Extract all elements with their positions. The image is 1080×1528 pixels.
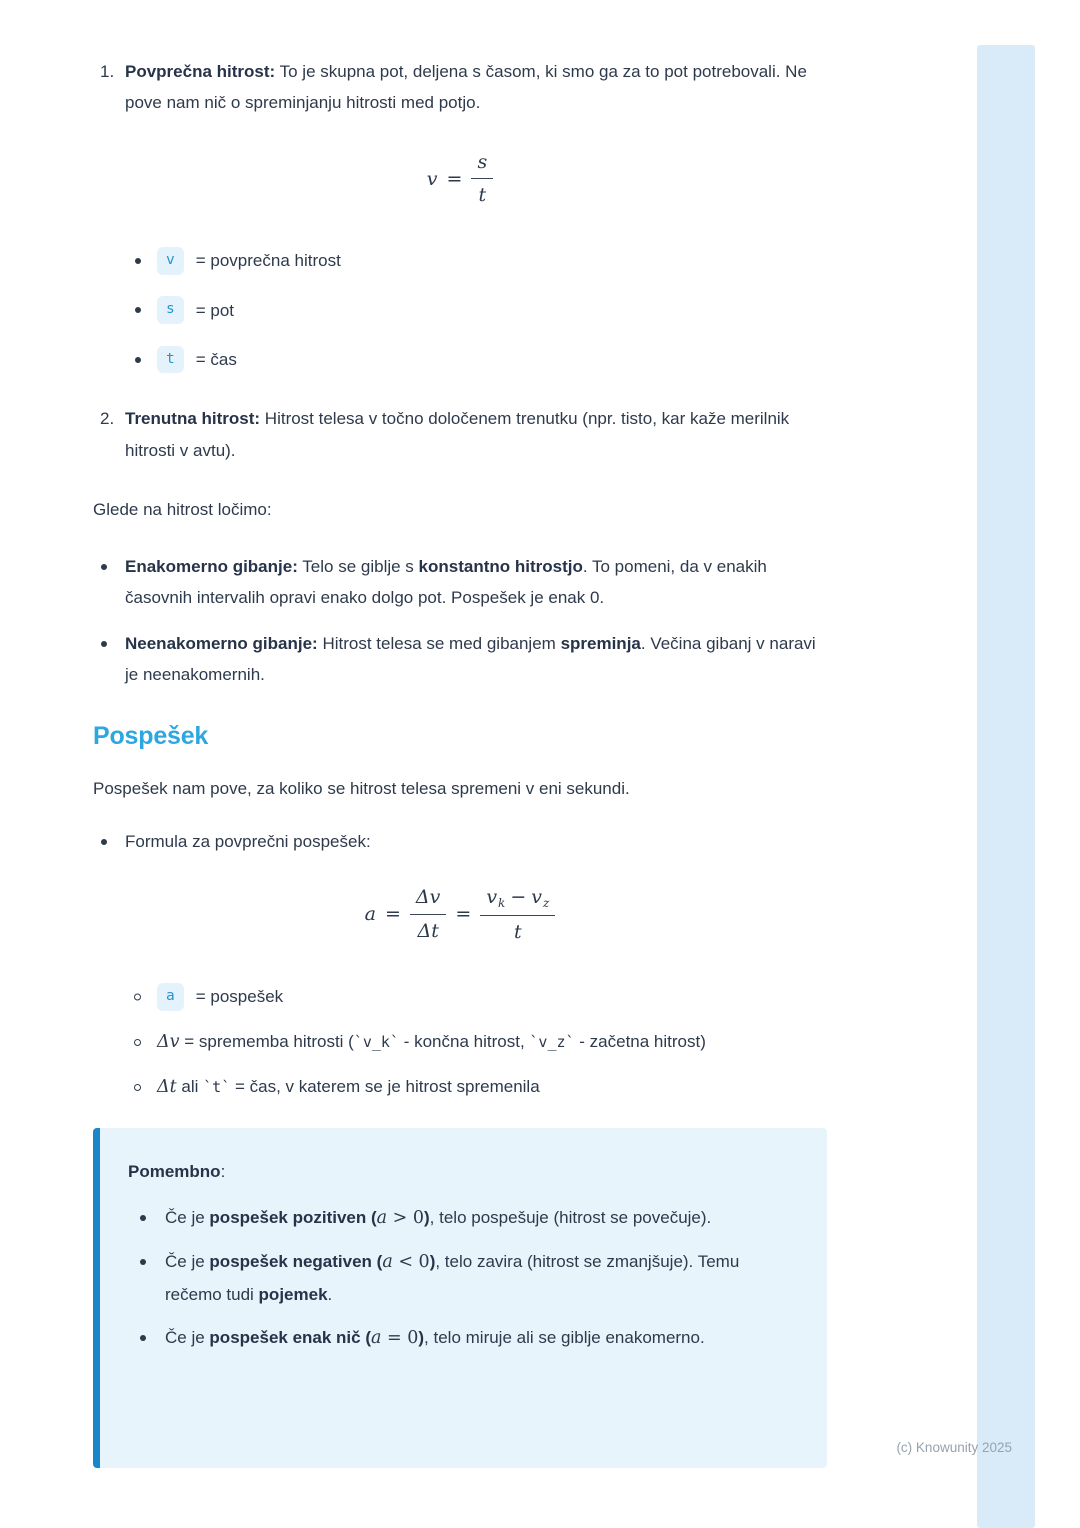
item-body: [125, 628, 827, 691]
item-body: [165, 1322, 797, 1354]
list-item-formula-label: [93, 826, 827, 857]
item-body: [165, 1246, 797, 1310]
emphasis-paren: ): [418, 1328, 425, 1348]
definition-fragment: = sprememba hitrosti (: [179, 1031, 354, 1051]
page-margin-strip: [977, 45, 1035, 1528]
item-text: . To pomeni, da v enakih časovnih intervalih opravi enako dolgo pot. Pospešek je enak 0.: [125, 556, 767, 608]
item-number: 1.: [100, 62, 115, 81]
code-badge-t: t: [157, 346, 184, 374]
bullet-marker: [128, 1322, 165, 1354]
formula-average-acceleration: [93, 884, 827, 945]
math-condition: > 0: [387, 1207, 424, 1228]
item-text: , telo zavira (hitrost se zmanjšuje). Temu rečemo tudi: [165, 1252, 740, 1304]
fraction-dv-over-dt: [410, 884, 446, 944]
math-var-a: a: [382, 1252, 393, 1273]
term-instant-speed: Trenutna hitrost:: [125, 409, 261, 429]
fraction-denominator: t: [513, 920, 522, 943]
item-body: [165, 1202, 797, 1234]
important-callout: [93, 1128, 827, 1468]
math-condition: < 0: [392, 1252, 430, 1273]
bullet-marker: [128, 1202, 165, 1234]
var-vk: v: [486, 885, 498, 908]
emphasis-positive: pospešek pozitiven (: [209, 1207, 377, 1227]
emphasis-negative: pospešek negativen (: [209, 1252, 383, 1272]
fraction-numerator: s: [471, 149, 493, 180]
list-item-uniform-motion: [93, 551, 827, 614]
item-body: [125, 56, 827, 119]
callout-title-text: Pomembno: [128, 1162, 221, 1182]
equals-sign: =: [385, 903, 401, 926]
bullet-marker: [93, 826, 125, 857]
emphasis-pojemek: pojemek: [258, 1284, 328, 1304]
definition-text: = pospešek: [195, 987, 284, 1007]
item-text: Hitrost telesa se med gibanjem: [317, 633, 561, 653]
item-body: [125, 403, 827, 466]
bullet-marker: [93, 628, 125, 691]
definition-fragment: - končna hitrost,: [399, 1031, 530, 1051]
formula-lhs: a: [364, 903, 376, 926]
copyright-notice: (c) Knowunity 2025: [896, 1440, 1012, 1455]
item-text: Če je: [165, 1207, 210, 1227]
definition-text: [157, 1071, 827, 1103]
fraction-s-over-t: [471, 149, 493, 209]
item-text: Hitrost telesa v točno določenem trenutku (npr. tisto, kar kaže merilnik hitrosti v avtu).: [125, 409, 790, 460]
subscript-z: z: [542, 895, 550, 910]
item-text: , telo miruje ali se giblje enakomerno.: [424, 1328, 705, 1348]
list-item-nonuniform-motion: [93, 628, 827, 691]
bullet-marker: [128, 1246, 165, 1310]
equals-sign: =: [455, 903, 472, 926]
emphasis-paren: ): [429, 1252, 436, 1272]
math-delta-t: Δt: [157, 1077, 177, 1098]
inline-code-vk: `v_k`: [353, 1032, 399, 1051]
list-item-delta-t: [93, 1071, 827, 1103]
subscript-k: k: [498, 895, 506, 910]
item-text: Telo se giblje s: [297, 556, 419, 576]
var-vz: v: [531, 885, 542, 908]
variable-description: = čas: [195, 349, 237, 369]
fraction-denominator: t: [478, 184, 487, 207]
code-badge-s: s: [157, 296, 184, 324]
emphasis-paren: ): [424, 1207, 430, 1227]
item-text: Če je: [165, 1252, 210, 1272]
definition-fragment: = čas, v katerem se je hitrost spremenila: [230, 1077, 540, 1097]
math-condition: = 0: [381, 1328, 419, 1349]
emphasis-constant-speed: konstantno hitrostjo: [418, 556, 583, 576]
list-item-t: [93, 344, 827, 375]
circle-bullet-marker: [93, 1071, 157, 1103]
list-item-v: [93, 245, 827, 276]
code-badge-v: v: [157, 247, 184, 275]
math-delta-v: Δv: [157, 1031, 180, 1052]
document-content: [93, 0, 827, 1468]
callout-title-colon: :: [220, 1162, 226, 1182]
inline-code-t: `t`: [203, 1078, 231, 1097]
fraction-numerator: Δv: [410, 884, 446, 915]
variable-list: [93, 245, 827, 375]
variable-description: = pot: [195, 300, 235, 320]
callout-title: [128, 1156, 797, 1187]
item-body: [125, 551, 827, 614]
definition-fragment: ali: [176, 1077, 204, 1097]
paragraph-acceleration-intro: Pospešek nam pove, za koliko se hitrost telesa spremeni v eni sekundi.: [93, 778, 630, 798]
math-var-a: a: [376, 1207, 388, 1228]
minus-sign: −: [510, 885, 527, 908]
section-heading-acceleration: Pospešek: [93, 722, 209, 751]
list-item-delta-v: [93, 1026, 827, 1058]
term-uniform-motion: Enakomerno gibanje:: [125, 556, 298, 576]
equals-sign: =: [446, 167, 463, 190]
callout-item-negative: [128, 1246, 797, 1310]
paragraph-motion-intro: Glede na hitrost ločimo:: [93, 500, 272, 520]
bullet-marker: [93, 551, 125, 614]
inline-code-vz: `v_z`: [529, 1032, 575, 1051]
fraction-denominator: Δt: [417, 920, 439, 942]
definition-text: [157, 1026, 827, 1058]
fraction-vk-minus-vz-over-t: [480, 884, 555, 945]
ordered-item-instant-speed: [93, 403, 827, 466]
ordered-item-average-speed: [93, 56, 827, 119]
item-text: To je skupna pot, deljena s časom, ki smo ga za to pot potrebovali. Ne pove nam nič o spreminjanju hitrosti med potjo.: [125, 62, 807, 113]
term-average-speed: Povprečna hitrost:: [125, 62, 276, 81]
item-number: 2.: [100, 409, 115, 429]
item-text: .: [327, 1284, 333, 1304]
item-text: . Večina gibanj v naravi je neenakomernih.: [125, 633, 816, 684]
callout-item-zero: [128, 1322, 797, 1354]
item-text: Če je: [165, 1328, 210, 1348]
definition-list: [93, 981, 827, 1103]
code-badge-a: a: [157, 983, 184, 1011]
callout-item-positive: [128, 1202, 797, 1234]
term-nonuniform-motion: Neenakomerno gibanje:: [125, 633, 318, 653]
circle-bullet-marker: [93, 1026, 157, 1058]
list-item-a: [93, 981, 827, 1012]
emphasis-zero: pospešek enak nič (: [209, 1328, 371, 1348]
list-item-s: [93, 295, 827, 326]
item-text: , telo pospešuje (hitrost se povečuje).: [429, 1207, 712, 1227]
definition-fragment: - začetna hitrost): [574, 1031, 706, 1051]
math-var-a: a: [371, 1328, 382, 1349]
formula-average-speed: [93, 149, 827, 209]
emphasis-changes: spreminja: [560, 633, 641, 653]
fraction-numerator: [480, 884, 555, 916]
formula-label: Formula za povprečni pospešek:: [125, 832, 371, 852]
variable-description: = povprečna hitrost: [195, 251, 341, 271]
formula-lhs: v: [426, 167, 438, 190]
